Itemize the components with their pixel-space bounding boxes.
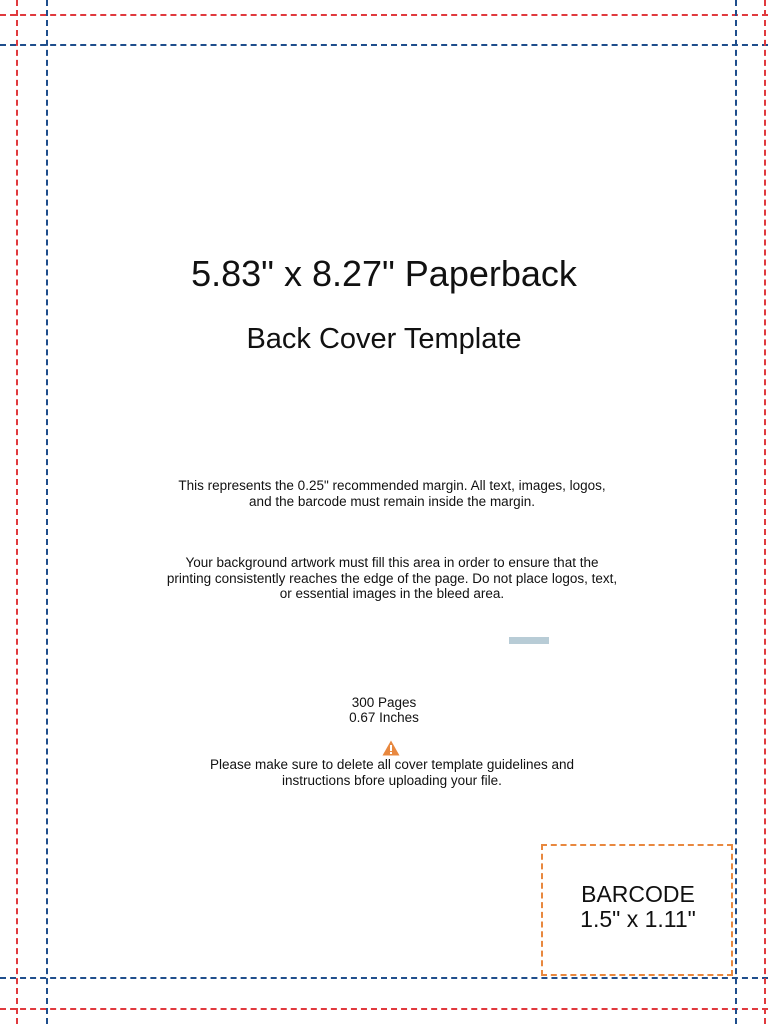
- spine-width: 0.67 Inches: [349, 710, 419, 725]
- bleed-guide-left: [16, 0, 18, 1024]
- margin-guide-top: [0, 44, 768, 46]
- barcode-size: 1.5" x 1.11": [580, 906, 696, 932]
- spine-marker-strip: [509, 637, 549, 644]
- delete-guidelines-note: Please make sure to delete all cover template guidelines and instructions bfore uploading your file.: [210, 757, 574, 788]
- barcode-label: BARCODE: [581, 881, 695, 907]
- bleed-guide-right: [764, 0, 766, 1024]
- margin-note: This represents the 0.25" recommended margin. All text, images, logos, and the barcode must remain inside the margin.: [178, 478, 606, 509]
- bleed-guide-bottom: [0, 1008, 768, 1010]
- bleed-note: Your background artwork must fill this area in order to ensure that the printing consistently reaches the edge of the page. Do not place logos, text, or essential images in the bleed area.: [166, 555, 618, 601]
- margin-guide-left: [46, 0, 48, 1024]
- page-subtitle: Back Cover Template: [246, 323, 522, 355]
- page-count: 300 Pages: [351, 695, 417, 710]
- warning-triangle-icon: [382, 740, 400, 756]
- margin-guide-right: [735, 0, 737, 1024]
- bleed-guide-top: [0, 14, 768, 16]
- page-title: 5.83" x 8.27" Paperback: [191, 253, 577, 294]
- margin-guide-bottom: [0, 977, 768, 979]
